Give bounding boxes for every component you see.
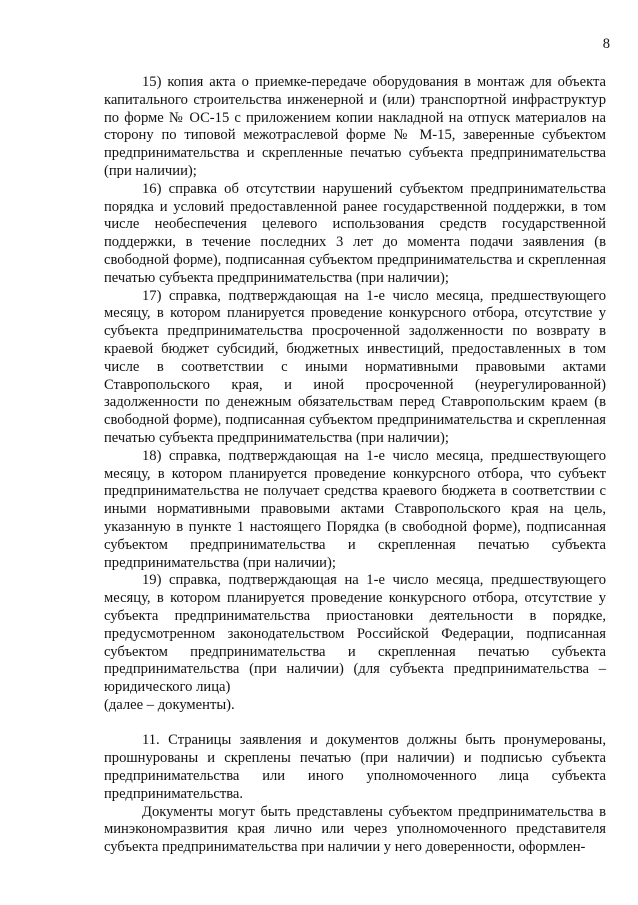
paragraph-item-18: 18) справка, подтверждающая на 1-е число месяца, предшествующего месяцу, в котором планируется проведение конкурсного отбора, что субъект предпринимательства не получает средства краевого бюджета в соответствии с иными нормативными правовыми актами Ставропольского края на цель, указанную в пункте 1 настоящего Порядка (в свободной форме), подписанная субъектом предпринимательства и скрепленная печатью субъекта предпринимательства (при наличии);	[104, 447, 606, 571]
paragraph-item-19: 19) справка, подтверждающая на 1-е число месяца, предшествующего месяцу, в котором планируется проведение конкурсного отбора, отсутствие у субъекта предпринимательства приостановки деятельности в порядке, предусмотренном законодательством Российской Федерации, подписанная субъектом предпринимательства и скрепленная печатью субъекта предпринимательства (при наличии) (для субъекта предпринимательства – юридического лица)	[104, 572, 606, 696]
document-body	[104, 74, 606, 857]
paragraph-gap	[104, 715, 606, 733]
page-number: 8	[602, 36, 610, 52]
paragraph-documents-note: (далее – документы).	[104, 696, 235, 713]
paragraph-section-11: 11. Страницы заявления и документов должны быть пронумерованы, прошнурованы и скреплены печатью (при наличии) и подписью субъекта предпринимательства или иного уполномоченного лица субъекта предпринимательства.	[104, 732, 606, 802]
paragraph-item-16: 16) справка об отсутствии нарушений субъектом предпринимательства порядка и условий предоставленной ранее государственной поддержки, в том числе необеспечения целевого использования средств государственной поддержки, в течение последних 3 лет до момента подачи заявления (в свободной форме), подписанная субъектом предпринимательства и скрепленная печатью субъекта предпринимательства (при наличии);	[104, 180, 606, 286]
paragraph-item-15: 15) копия акта о приемке-передаче оборудования в монтаж для объекта капитального строительства инженерной и (или) транспортной инфраструктур по форме № ОС-15 с приложением копии накладной на отпуск материалов на сторону по типовой межотраслевой форме № М-15, заверенные субъектом предпринимательства и скрепленные печатью субъекта предпринимательства (при наличии);	[104, 74, 606, 179]
paragraph-documents-submission: Документы могут быть представлены субъектом предпринимательства в минэкономразвития края лично или через уполномоченного представителя субъекта предпринимательства при наличии у него доверенности, оформлен-	[104, 803, 606, 856]
paragraph-item-17: 17) справка, подтверждающая на 1-е число месяца, предшествующего месяцу, в котором планируется проведение конкурсного отбора, отсутствие у субъекта предпринимательства просроченной задолженности по возврату в краевой бюджет субсидий, бюджетных инвестиций, предоставленных в том числе в соответствии с иными нормативными правовыми актами Ставропольского края, и иной просроченной (неурегулированной) задолженности по денежным обязательствам перед Ставропольским краем (в свободной форме), подписанная субъектом предпринимательства и скрепленная печатью субъекта предпринимательства (при наличии);	[104, 287, 606, 446]
